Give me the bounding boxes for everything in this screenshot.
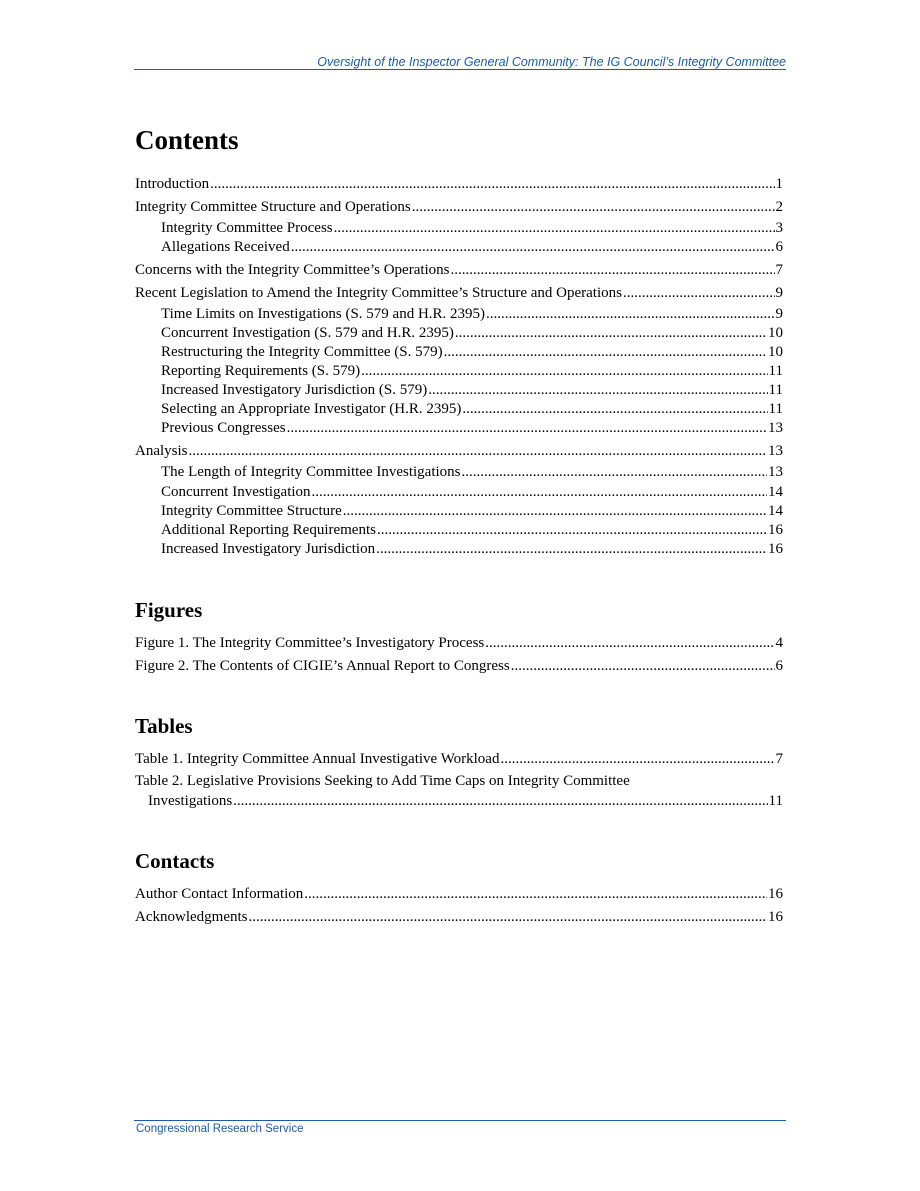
toc-entry-committee-process[interactable] [161, 218, 783, 238]
toc-dot-leader [248, 907, 767, 927]
toc-page-number: 4 [775, 635, 783, 651]
toc-entry-recent-legislation[interactable] [135, 283, 783, 303]
toc-entry-title: Reporting Requirements (S. 579) [161, 363, 361, 379]
toc-page-number: 10 [768, 344, 783, 360]
footer-rule [134, 1120, 786, 1121]
toc-entry-increased-jurisdiction-bill[interactable] [161, 380, 783, 400]
toc-dot-leader [189, 441, 768, 461]
toc-entry-title: Restructuring the Integrity Committee (S. 579) [161, 344, 443, 360]
running-footer: Congressional Research Service [136, 1123, 304, 1135]
toc-dot-leader [428, 380, 767, 400]
toc-entry-acknowledgments[interactable] [135, 907, 783, 927]
toc-entry-title: Selecting an Appropriate Investigator (H.R. 2395) [161, 401, 462, 417]
toc-page-number: 11 [768, 793, 783, 809]
toc-page-number: 11 [768, 401, 783, 417]
toc-entry-time-limits[interactable] [161, 304, 783, 324]
toc-entry-table-1[interactable] [135, 749, 783, 769]
toc-entry-introduction[interactable] [135, 174, 783, 194]
toc-entry-increased-jurisdiction[interactable] [161, 539, 783, 559]
toc-entry-selecting-investigator[interactable] [161, 399, 783, 419]
toc-entry-figure-2[interactable] [135, 656, 783, 676]
toc-page-number: 13 [768, 443, 783, 459]
toc-entry-reporting-requirements[interactable] [161, 361, 783, 381]
toc-page-number: 16 [768, 909, 783, 925]
toc-page-number: 3 [775, 220, 783, 236]
running-header: Oversight of the Inspector General Community: The IG Council’s Integrity Committee [317, 55, 786, 69]
toc-entry-title: Acknowledgments [135, 909, 248, 925]
toc-page-number: 13 [768, 420, 783, 436]
contents-heading: Contents [135, 125, 239, 155]
figures-heading: Figures [135, 598, 203, 622]
toc-dot-leader [462, 399, 767, 419]
toc-page-number: 1 [775, 176, 783, 192]
toc-entry-title: Allegations Received [161, 239, 290, 255]
toc-dot-leader [361, 361, 767, 381]
toc-entry-title: Time Limits on Investigations (S. 579 and H.R. 2395) [161, 306, 486, 322]
toc-entry-title: Concurrent Investigation [161, 484, 311, 500]
toc-dot-leader [486, 304, 774, 324]
toc-page-number: 6 [775, 239, 783, 255]
toc-entry-concurrent-investigation-bills[interactable] [161, 323, 783, 343]
toc-entry-committee-structure[interactable] [161, 501, 783, 521]
toc-page-number: 7 [775, 262, 783, 278]
toc-dot-leader [500, 749, 774, 769]
toc-page-number: 13 [768, 464, 783, 480]
contacts-heading: Contacts [135, 849, 215, 873]
toc-entry-title: Figure 2. The Contents of CIGIE’s Annual Report to Congress [135, 658, 510, 674]
toc-entry-title: Additional Reporting Requirements [161, 522, 376, 538]
toc-page-number: 14 [768, 484, 783, 500]
toc-dot-leader [291, 237, 775, 257]
toc-dot-leader [444, 342, 767, 362]
toc-page-number: 7 [775, 751, 783, 767]
toc-dot-leader [312, 482, 767, 502]
toc-entry-title: The Length of Integrity Committee Investigations [161, 464, 461, 480]
toc-entry-title: Concerns with the Integrity Committee’s Operations [135, 262, 450, 278]
toc-page-number: 9 [775, 306, 783, 322]
toc-entry-restructuring[interactable] [161, 342, 783, 362]
toc-entry-length-investigations[interactable] [161, 462, 783, 482]
toc-dot-leader [377, 520, 767, 540]
toc-dot-leader [334, 218, 775, 238]
toc-entry-previous-congresses[interactable] [161, 418, 783, 438]
toc-entry-analysis[interactable] [135, 441, 783, 461]
toc-entry-table-2[interactable] [135, 771, 783, 811]
toc-entry-title: Increased Investigatory Jurisdiction [161, 541, 376, 557]
toc-dot-leader [376, 539, 767, 559]
toc-entry-allegations-received[interactable] [161, 237, 783, 257]
toc-dot-leader [462, 462, 767, 482]
toc-dot-leader [210, 174, 774, 194]
toc-entry-concerns[interactable] [135, 260, 783, 280]
toc-page-number: 16 [768, 886, 783, 902]
toc-entry-author-contact[interactable] [135, 884, 783, 904]
toc-page-number: 11 [768, 363, 783, 379]
toc-entry-title: Table 1. Integrity Committee Annual Investigative Workload [135, 751, 500, 767]
toc-dot-leader [485, 633, 774, 653]
tables-heading: Tables [135, 714, 193, 738]
toc-entry-concurrent-investigation[interactable] [161, 482, 783, 502]
toc-entry-title: Previous Congresses [161, 420, 286, 436]
toc-entry-title: Recent Legislation to Amend the Integrity Committee’s Structure and Operations [135, 285, 622, 301]
toc-dot-leader [451, 260, 775, 280]
toc-entry-title: Increased Investigatory Jurisdiction (S. 579) [161, 382, 428, 398]
toc-entry-title: Author Contact Information [135, 886, 304, 902]
header-rule [134, 69, 786, 70]
toc-dot-leader [233, 791, 767, 811]
toc-dot-leader [455, 323, 767, 343]
toc-dot-leader [304, 884, 767, 904]
toc-entry-title: Concurrent Investigation (S. 579 and H.R. 2395) [161, 325, 454, 341]
toc-dot-leader [412, 197, 775, 217]
toc-page-number: 16 [768, 522, 783, 538]
toc-entry-title-continuation: Investigations [148, 793, 233, 809]
toc-entry-title: Integrity Committee Structure and Operations [135, 199, 411, 215]
toc-entry-structure-operations[interactable] [135, 197, 783, 217]
toc-entry-title: Integrity Committee Process [161, 220, 333, 236]
toc-page-number: 11 [768, 382, 783, 398]
toc-entry-additional-reporting[interactable] [161, 520, 783, 540]
toc-page-number: 6 [775, 658, 783, 674]
toc-entry-title: Table 2. Legislative Provisions Seeking to Add Time Caps on Integrity Committee [135, 773, 630, 789]
toc-dot-leader [343, 501, 767, 521]
toc-entry-figure-1[interactable] [135, 633, 783, 653]
toc-dot-leader [623, 283, 775, 303]
toc-entry-title: Analysis [135, 443, 188, 459]
toc-dot-leader [287, 418, 767, 438]
toc-dot-leader [511, 656, 775, 676]
toc-entry-title: Figure 1. The Integrity Committee’s Investigatory Process [135, 635, 485, 651]
toc-page-number: 9 [775, 285, 783, 301]
toc-page-number: 10 [768, 325, 783, 341]
toc-entry-title: Integrity Committee Structure [161, 503, 342, 519]
toc-entry-title: Introduction [135, 176, 210, 192]
toc-page-number: 14 [768, 503, 783, 519]
toc-page-number: 16 [768, 541, 783, 557]
toc-page-number: 2 [775, 199, 783, 215]
